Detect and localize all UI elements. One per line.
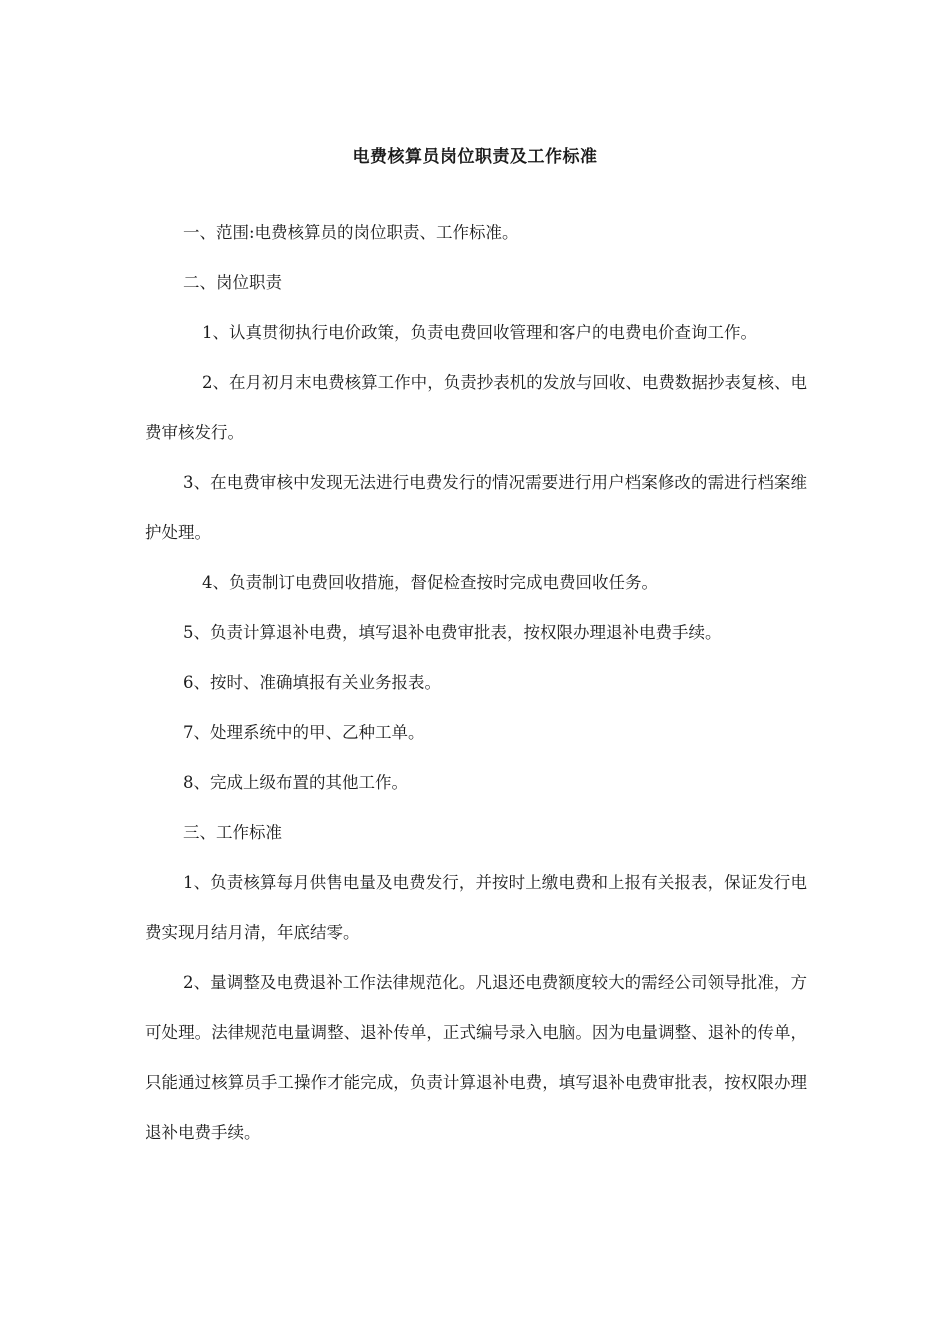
document-title: 电费核算员岗位职责及工作标准 (352, 147, 598, 167)
heading-standards: 三、工作标准 (183, 823, 282, 842)
duty-item-2: 2、在月初月末电费核算工作中，负责抄表机的发放与回收、电费数据抄表复核、电费审核发行。 (145, 373, 807, 442)
standard-item-2: 2、量调整及电费退补工作法律规范化。凡退还电费额度较大的需经公司领导批准，方可处理。法律规范电量调整、退补传单，正式编号录入电脑。因为电量调整、退补的传单，只能通过核算员手工操作才能完成，负责计算退补电费，填写退补电费审批表，按权限办理退补电费手续。 (145, 973, 807, 1142)
standard-item-1: 1、负责核算每月供售电量及电费发行，并按时上缴电费和上报有关报表，保证发行电费实现月结月清，年底结零。 (145, 873, 807, 942)
duty-item-4: 4、负责制订电费回收措施，督促检查按时完成电费回收任务。 (202, 573, 658, 592)
document-body (145, 208, 807, 1158)
heading-duties: 二、岗位职责 (183, 273, 282, 292)
duty-item-8: 8、完成上级布置的其他工作。 (183, 773, 408, 792)
duty-item-6: 6、按时、准确填报有关业务报表。 (183, 673, 441, 692)
duty-item-3: 3、在电费审核中发现无法进行电费发行的情况需要进行用户档案修改的需进行档案维护处理。 (145, 473, 807, 542)
duty-item-5: 5、负责计算退补电费，填写退补电费审批表，按权限办理退补电费手续。 (183, 623, 722, 642)
duty-item-7: 7、处理系统中的甲、乙种工单。 (183, 723, 425, 742)
duty-item-1: 1、认真贯彻执行电价政策，负责电费回收管理和客户的电费电价查询工作。 (202, 323, 757, 342)
paragraph-scope: 一、范围:电费核算员的岗位职责、工作标准。 (183, 223, 519, 242)
